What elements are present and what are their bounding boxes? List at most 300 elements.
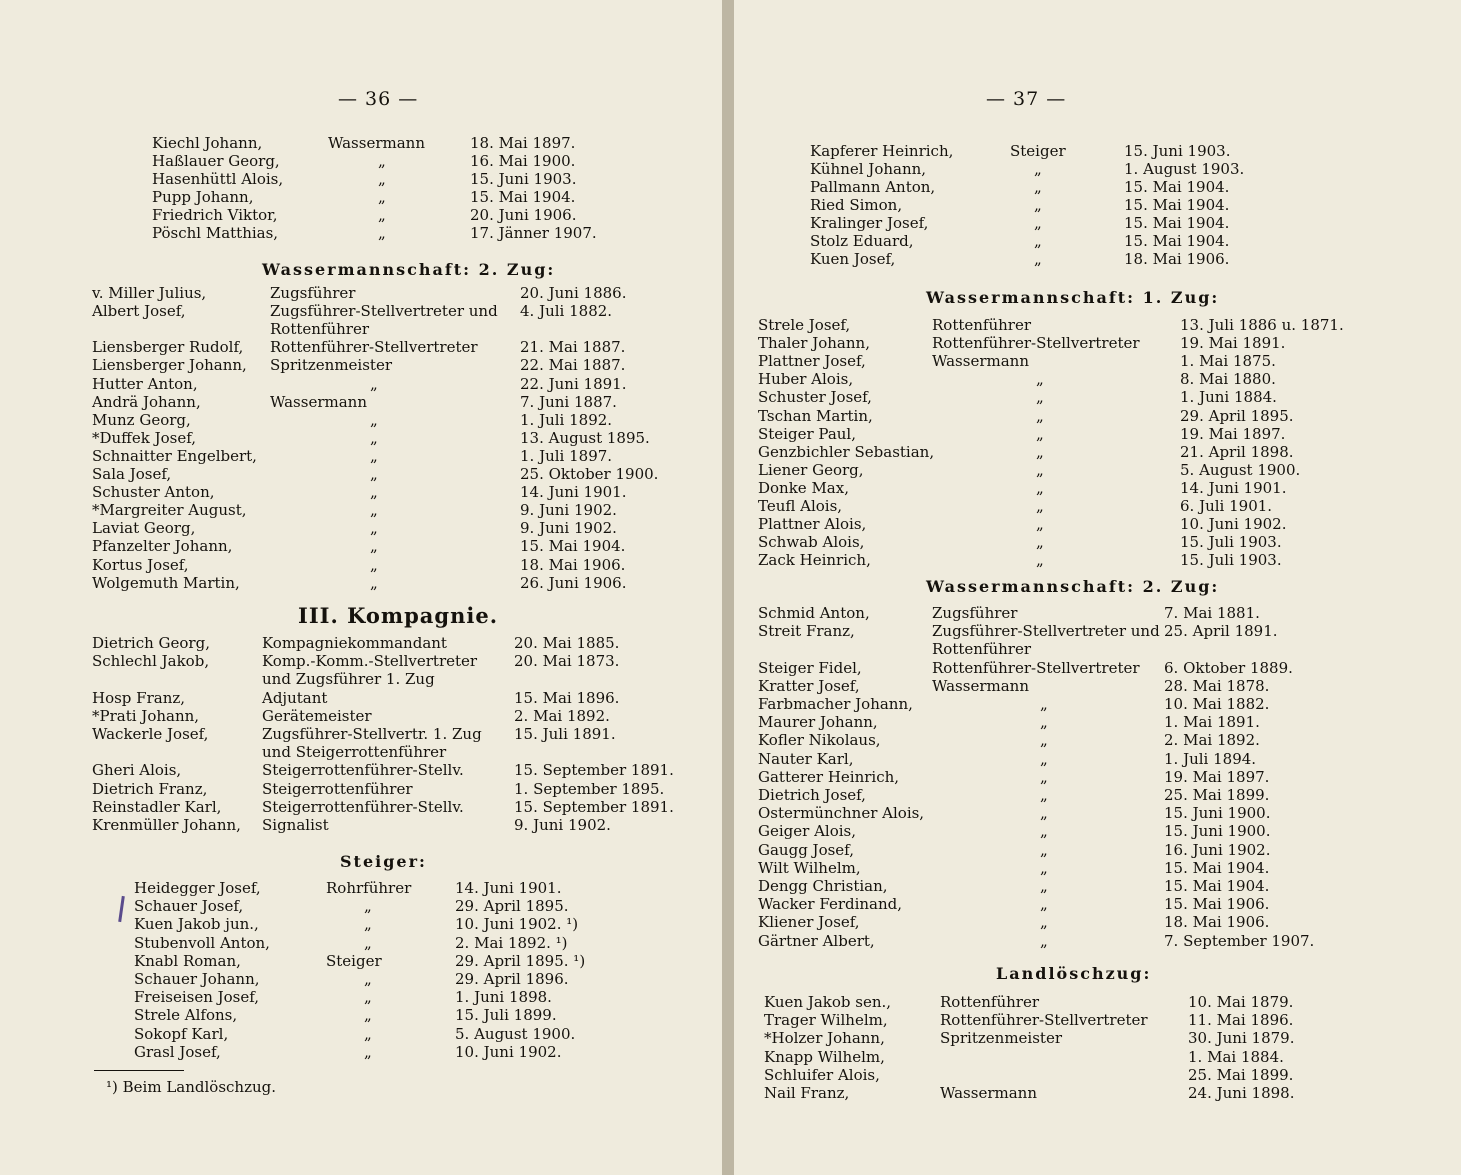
member-name: Wacker Ferdinand, [758, 895, 903, 914]
member-row [0, 556, 722, 574]
member-row [0, 284, 722, 302]
member-name: Schwab Alois, [758, 533, 865, 552]
member-row [0, 320, 722, 338]
member-name: Liener Georg, [758, 460, 864, 479]
member-date: 2. Mai 1892. [514, 706, 610, 725]
member-row [0, 1006, 722, 1024]
member-name: Hutter Anton, [92, 374, 198, 393]
member-date: 18. Mai 1906. [1164, 913, 1270, 932]
member-date: 21. Mai 1887. [520, 338, 626, 357]
member-row [734, 160, 1461, 178]
member-row [0, 188, 722, 206]
member-date: 13. Juli 1886 u. 1871. [1180, 316, 1344, 334]
member-name: Plattner Josef, [758, 352, 866, 371]
member-name: Knabl Roman, [134, 951, 241, 970]
member-date: 5. August 1900. [1180, 460, 1301, 479]
member-row [734, 786, 1461, 804]
member-name: Friedrich Viktor, [152, 206, 278, 224]
member-name: Heidegger Josef, [134, 879, 261, 897]
member-name: Trager Wilhelm, [764, 1011, 888, 1030]
member-name: *Duffek Josef, [92, 428, 196, 447]
member-name: Gatterer Heinrich, [758, 767, 900, 786]
member-function: „ [1040, 840, 1048, 859]
member-function: „ [1036, 388, 1044, 407]
member-row [734, 178, 1461, 196]
member-row [0, 170, 722, 188]
member-name: Kortus Josef, [92, 555, 189, 574]
member-row [0, 152, 722, 170]
member-date: 2. Mai 1892. [1164, 731, 1260, 750]
member-function: „ [364, 897, 372, 916]
member-row [734, 932, 1461, 950]
member-row [734, 232, 1461, 250]
member-name: Nauter Karl, [758, 749, 854, 768]
member-function: Steigerrottenführer [262, 779, 413, 798]
member-row [0, 411, 722, 429]
member-function: „ [378, 170, 386, 188]
member-row [0, 519, 722, 537]
member-name: Plattner Alois, [758, 515, 867, 534]
member-row [734, 622, 1461, 640]
member-function: Komp.-Komm.-Stellvertreter [262, 652, 478, 671]
member-function: „ [364, 1024, 372, 1043]
member-date: 15. September 1891. [514, 797, 674, 816]
member-function: „ [364, 933, 372, 952]
member-date: 20. Mai 1885. [514, 634, 620, 652]
member-row [0, 970, 722, 988]
member-date: 18. Mai 1906. [520, 555, 626, 574]
member-function: „ [370, 410, 378, 429]
member-name: Donke Max, [758, 478, 849, 497]
member-name: Schauer Josef, [134, 897, 244, 916]
member-function: „ [1036, 442, 1044, 461]
member-date: 1. Mai 1875. [1180, 352, 1276, 371]
member-name: Kuen Jakob sen., [764, 993, 892, 1011]
member-function: „ [1040, 858, 1048, 877]
member-name: Schmid Anton, [758, 604, 870, 622]
member-function: „ [1036, 460, 1044, 479]
member-name: Dengg Christian, [758, 877, 888, 895]
member-date: 15. September 1891. [514, 761, 674, 780]
page-number: — 37 — [986, 88, 1067, 110]
member-function: Rottenführer [940, 993, 1040, 1011]
member-function: und Zugsführer 1. Zug [262, 670, 435, 689]
member-date: 15. Mai 1904. [1124, 196, 1230, 214]
member-function: „ [370, 519, 378, 538]
member-date: 18. Mai 1897. [470, 134, 576, 152]
member-name: Steiger Fidel, [758, 658, 862, 677]
member-function: „ [364, 1006, 372, 1025]
page-number: — 36 — [338, 88, 419, 110]
member-name: Kratter Josef, [758, 676, 860, 695]
member-date: 10. Juni 1902. ¹) [455, 915, 579, 934]
member-function: „ [378, 188, 386, 206]
member-date: 15. Juni 1903. [1124, 142, 1231, 160]
member-date: 10. Juni 1902. [455, 1042, 562, 1061]
member-name: *Prati Johann, [92, 706, 200, 725]
member-date: 6. Oktober 1889. [1164, 658, 1293, 677]
member-date: 18. Mai 1906. [1124, 250, 1230, 268]
member-row [0, 1025, 722, 1043]
member-row [734, 1066, 1461, 1084]
member-name: Albert Josef, [92, 302, 186, 321]
member-function: „ [364, 915, 372, 934]
member-name: Nail Franz, [764, 1084, 850, 1102]
member-function: „ [1040, 822, 1048, 841]
member-row [734, 604, 1461, 622]
member-function: „ [370, 537, 378, 556]
member-function: Wassermann [270, 392, 367, 411]
member-name: Kuen Jakob jun., [134, 915, 259, 934]
member-date: 15. Mai 1904. [1124, 214, 1230, 232]
member-row [734, 407, 1461, 425]
member-name: Dietrich Josef, [758, 786, 866, 804]
member-row [734, 1029, 1461, 1047]
member-function: „ [370, 501, 378, 520]
member-function: „ [1040, 786, 1048, 804]
section-heading: Wassermannschaft: 2. Zug: [262, 260, 556, 279]
member-date: 9. Juni 1902. [514, 816, 611, 834]
member-date: 14. Juni 1901. [1180, 478, 1287, 497]
member-row [0, 725, 722, 743]
member-function: Rottenführer [270, 320, 370, 339]
member-row [0, 634, 722, 652]
member-date: 15. Juni 1900. [1164, 804, 1271, 823]
member-function: „ [378, 224, 386, 242]
member-name: Liensberger Johann, [92, 356, 247, 375]
member-function: „ [378, 152, 386, 170]
member-function: „ [1036, 551, 1044, 570]
book-gutter [722, 0, 734, 1175]
member-function: Kompagniekommandant [262, 634, 447, 652]
member-function: „ [364, 1042, 372, 1061]
member-row [734, 804, 1461, 822]
member-date: 21. April 1898. [1180, 442, 1294, 461]
left-page [0, 0, 722, 1175]
member-row [734, 750, 1461, 768]
section-heading: Wassermannschaft: 1. Zug: [926, 288, 1220, 307]
member-date: 16. Mai 1900. [470, 152, 576, 170]
member-row [0, 134, 722, 152]
member-name: v. Miller Julius, [92, 284, 207, 302]
section-heading: Landlöschzug: [996, 964, 1152, 983]
footnote-rule [94, 1070, 184, 1071]
member-name: Steiger Paul, [758, 424, 856, 443]
member-row [734, 250, 1461, 268]
member-date: 29. April 1895. [455, 897, 569, 916]
right-page [734, 0, 1461, 1175]
member-function: „ [1034, 196, 1042, 214]
member-function: „ [364, 970, 372, 988]
member-row [0, 574, 722, 592]
member-function: Wassermann [940, 1084, 1037, 1102]
member-row [734, 877, 1461, 895]
member-function: „ [1036, 497, 1044, 515]
member-name: Wackerle Josef, [92, 725, 209, 743]
member-row [0, 743, 722, 761]
member-name: Freiseisen Josef, [134, 988, 260, 1007]
member-name: Ostermünchner Alois, [758, 804, 925, 823]
member-date: 26. Juni 1906. [520, 573, 627, 592]
member-date: 1. Juli 1894. [1164, 749, 1257, 768]
member-name: Teufl Alois, [758, 497, 843, 515]
member-row [0, 224, 722, 242]
member-name: Thaler Johann, [758, 334, 870, 353]
member-row [0, 761, 722, 779]
member-name: Kofler Nikolaus, [758, 731, 881, 750]
member-date: 7. Juni 1887. [520, 392, 617, 411]
member-date: 15. Juli 1903. [1180, 551, 1282, 570]
member-row [734, 370, 1461, 388]
member-row [734, 425, 1461, 443]
member-name: Dietrich Franz, [92, 779, 208, 798]
member-date: 14. Juni 1901. [520, 483, 627, 502]
member-date: 15. Juli 1899. [455, 1006, 557, 1025]
member-row [734, 196, 1461, 214]
member-row [734, 677, 1461, 695]
member-row [0, 537, 722, 555]
member-date: 28. Mai 1878. [1164, 676, 1270, 695]
member-name: Hosp Franz, [92, 688, 186, 707]
member-function: Wassermann [932, 676, 1029, 695]
member-date: 25. April 1891. [1164, 622, 1278, 641]
member-row [734, 388, 1461, 406]
member-row [0, 934, 722, 952]
member-row [734, 1084, 1461, 1102]
member-row [0, 356, 722, 374]
member-function: „ [370, 555, 378, 574]
member-name: *Holzer Johann, [764, 1029, 885, 1048]
member-date: 4. Juli 1882. [520, 302, 613, 321]
member-name: Laviat Georg, [92, 519, 196, 538]
member-date: 15. Mai 1904. [520, 537, 626, 556]
member-name: Maurer Johann, [758, 713, 878, 732]
member-function: „ [1040, 877, 1048, 895]
member-date: 1. Juni 1898. [455, 988, 552, 1007]
section-heading: Steiger: [340, 852, 427, 871]
member-date: 1. Juli 1897. [520, 446, 613, 465]
member-name: Schnaitter Engelbert, [92, 446, 257, 465]
member-name: Strele Alfons, [134, 1006, 238, 1025]
member-date: 29. April 1895. [1180, 406, 1294, 425]
member-date: 5. August 1900. [455, 1024, 576, 1043]
member-name: Gheri Alois, [92, 761, 182, 780]
member-function: „ [378, 206, 386, 224]
member-row [734, 214, 1461, 232]
member-date: 16. Juni 1902. [1164, 840, 1271, 859]
member-row [0, 915, 722, 933]
member-name: Schauer Johann, [134, 970, 260, 988]
member-date: 19. Mai 1897. [1164, 767, 1270, 786]
member-name: Pöschl Matthias, [152, 224, 279, 242]
member-date: 13. August 1895. [520, 428, 650, 447]
member-function: „ [1040, 931, 1048, 950]
member-row [734, 913, 1461, 931]
member-date: 15. Juli 1891. [514, 725, 616, 743]
member-name: Kühnel Johann, [810, 160, 927, 178]
member-row [734, 993, 1461, 1011]
member-function: „ [1034, 232, 1042, 250]
member-name: Ried Simon, [810, 196, 903, 214]
member-row [0, 816, 722, 834]
member-name: Grasl Josef, [134, 1042, 221, 1061]
member-function: „ [1036, 406, 1044, 425]
member-row [734, 316, 1461, 334]
member-row [734, 497, 1461, 515]
member-name: Zack Heinrich, [758, 551, 871, 570]
member-name: Kapferer Heinrich, [810, 142, 954, 160]
member-name: Sala Josef, [92, 465, 172, 483]
member-row [734, 1048, 1461, 1066]
member-name: Dietrich Georg, [92, 634, 210, 652]
member-function: Rottenführer-Stellvertreter [932, 334, 1140, 353]
member-date: 1. Juni 1884. [1180, 388, 1277, 407]
member-date: 14. Juni 1901. [455, 879, 562, 897]
member-name: Tschan Martin, [758, 406, 873, 425]
member-name: Pupp Johann, [152, 188, 254, 206]
member-row [734, 695, 1461, 713]
member-name: Stubenvoll Anton, [134, 933, 270, 952]
member-name: Genzbichler Sebastian, [758, 442, 935, 461]
member-name: Kiechl Johann, [152, 134, 263, 152]
member-date: 20. Mai 1873. [514, 652, 620, 671]
member-date: 19. Mai 1897. [1180, 424, 1286, 443]
member-row [0, 501, 722, 519]
member-function: „ [1036, 424, 1044, 443]
member-function: „ [370, 446, 378, 465]
member-function: Zugsführer-Stellvertreter und [270, 302, 498, 321]
member-date: 24. Juni 1898. [1188, 1084, 1295, 1102]
member-row [0, 879, 722, 897]
member-date: 25. Mai 1899. [1164, 786, 1270, 804]
member-row [734, 334, 1461, 352]
member-name: Kuen Josef, [810, 250, 896, 268]
member-function: Adjutant [262, 688, 328, 707]
member-name: Sokopf Karl, [134, 1024, 229, 1043]
member-function: „ [370, 573, 378, 592]
member-date: 25. Mai 1899. [1188, 1065, 1294, 1084]
member-date: 1. September 1895. [514, 779, 665, 798]
member-row [734, 895, 1461, 913]
member-row [0, 302, 722, 320]
member-date: 15. Mai 1904. [1164, 858, 1270, 877]
member-name: Huber Alois, [758, 370, 854, 389]
member-function: Wassermann [328, 134, 425, 152]
member-function: „ [370, 428, 378, 447]
member-function: „ [364, 988, 372, 1007]
member-row [0, 689, 722, 707]
member-function: „ [1034, 178, 1042, 196]
member-row [0, 897, 722, 915]
member-function: Signalist [262, 816, 329, 834]
member-name: Kralinger Josef, [810, 214, 929, 232]
member-row [734, 841, 1461, 859]
member-date: 8. Mai 1880. [1180, 370, 1276, 389]
member-function: Rottenführer-Stellvertreter [932, 658, 1140, 677]
member-date: 6. Juli 1901. [1180, 497, 1273, 515]
member-row [734, 713, 1461, 731]
member-row [0, 465, 722, 483]
member-name: *Margreiter August, [92, 501, 247, 520]
member-date: 20. Juni 1906. [470, 206, 577, 224]
member-date: 1. Juli 1892. [520, 410, 613, 429]
member-name: Andrä Johann, [92, 392, 201, 411]
member-row [734, 859, 1461, 877]
member-date: 1. August 1903. [1124, 160, 1245, 178]
member-date: 1. Mai 1884. [1188, 1047, 1284, 1066]
member-function: und Steigerrottenführer [262, 743, 447, 762]
member-name: Wolgemuth Martin, [92, 573, 240, 592]
member-date: 15. Juni 1903. [470, 170, 577, 188]
member-name: Schluifer Alois, [764, 1065, 880, 1084]
member-date: 2. Mai 1892. ¹) [455, 933, 568, 952]
member-row [734, 142, 1461, 160]
member-function: Steigerrottenführer-Stellv. [262, 797, 464, 816]
member-row [0, 1043, 722, 1061]
member-row [734, 822, 1461, 840]
member-name: Pfanzelter Johann, [92, 537, 233, 556]
member-name: Wilt Wilhelm, [758, 858, 861, 877]
member-row [0, 988, 722, 1006]
member-date: 10. Mai 1882. [1164, 695, 1270, 713]
member-row [734, 533, 1461, 551]
member-date: 29. April 1896. [455, 970, 569, 988]
member-name: Knapp Wilhelm, [764, 1047, 885, 1066]
member-name: Hasenhüttl Alois, [152, 170, 284, 188]
member-name: Geiger Alois, [758, 822, 856, 841]
member-date: 1. Mai 1891. [1164, 713, 1260, 732]
member-date: 9. Juni 1902. [520, 519, 617, 538]
member-row [0, 670, 722, 688]
member-function: „ [1040, 804, 1048, 823]
member-name: Gärtner Albert, [758, 931, 875, 950]
member-row [734, 461, 1461, 479]
member-function: „ [1040, 695, 1048, 713]
member-row [734, 1011, 1461, 1029]
member-row [0, 447, 722, 465]
member-function: „ [370, 374, 378, 393]
member-function: „ [1034, 160, 1042, 178]
member-function: „ [1036, 478, 1044, 497]
member-row [0, 780, 722, 798]
member-function: Zugsführer-Stellvertreter und [932, 622, 1160, 641]
member-function: Steiger [1010, 142, 1066, 160]
member-row [734, 515, 1461, 533]
member-function: „ [370, 465, 378, 483]
member-name: Pallmann Anton, [810, 178, 936, 196]
member-name: Gaugg Josef, [758, 840, 854, 859]
member-date: 15. Mai 1904. [1124, 232, 1230, 250]
member-function: „ [1040, 767, 1048, 786]
member-date: 20. Juni 1886. [520, 284, 627, 302]
member-function: Rohrführer [326, 879, 412, 897]
member-function: Zugsführer-Stellvertr. 1. Zug [262, 725, 482, 743]
member-row [0, 707, 722, 725]
member-date: 15. Mai 1896. [514, 688, 620, 707]
member-function: „ [1036, 370, 1044, 389]
member-row [734, 768, 1461, 786]
member-row [0, 338, 722, 356]
member-function: Zugsführer [932, 604, 1018, 622]
member-date: 15. Mai 1904. [1164, 877, 1270, 895]
member-row [0, 652, 722, 670]
member-function: Rottenführer-Stellvertreter [270, 338, 478, 357]
member-function: Rottenführer [932, 316, 1032, 334]
member-function: „ [1036, 515, 1044, 534]
section-heading: Wassermannschaft: 2. Zug: [926, 577, 1220, 596]
member-function: „ [1034, 250, 1042, 268]
member-date: 15. Juni 1900. [1164, 822, 1271, 841]
